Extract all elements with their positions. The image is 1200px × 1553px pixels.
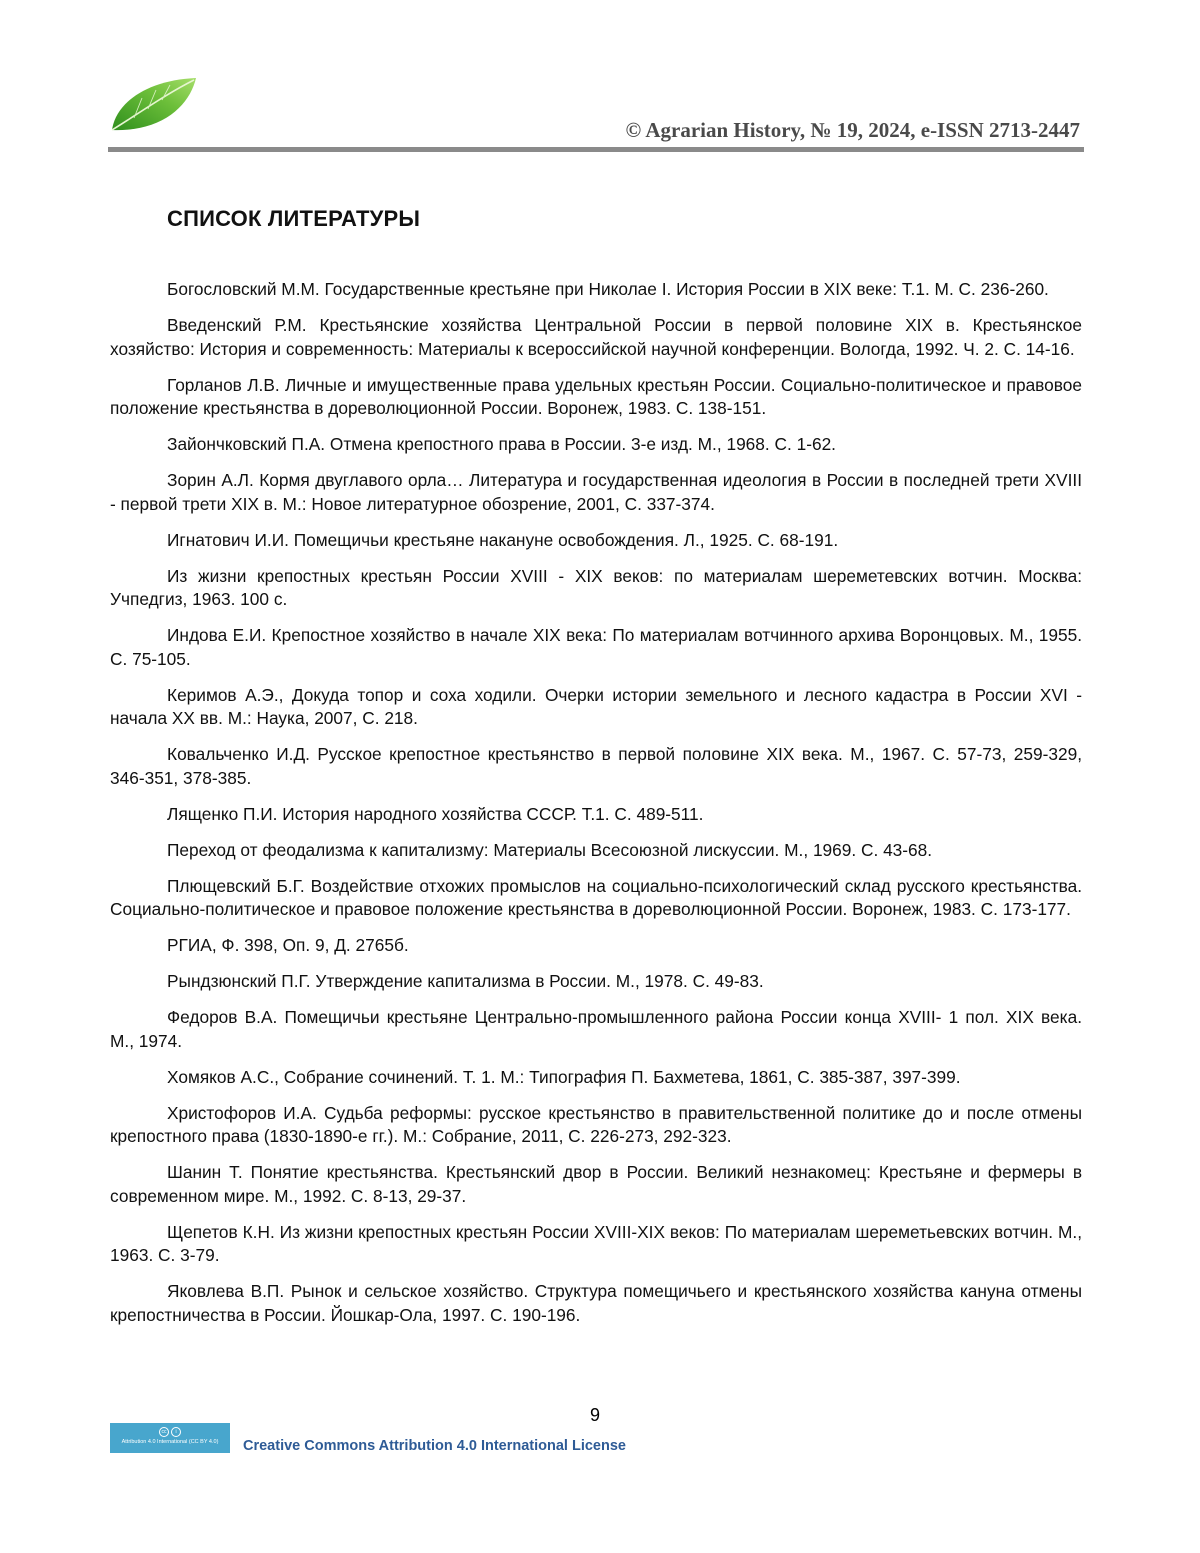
license-link[interactable]: Creative Commons Attribution 4.0 International License (243, 1438, 626, 1454)
reference-item: Введенский Р.М. Крестьянские хозяйства Центральной России в первой половине XIX в. Крестьянское хозяйство: История и современность: Материалы к всероссийской научной конференции. Вологда, 1992. Ч. 2. С. 14-16. (110, 315, 1082, 359)
header-divider (108, 147, 1084, 152)
section-title: СПИСОК ЛИТЕРАТУРЫ (167, 206, 421, 231)
reference-item: Зорин А.Л. Кормя двуглавого орла… Литература и государственная идеология в России в последней трети XVIII - первой трети XIX в. М.: Новое литературное обозрение, 2001, С. 337-374. (110, 470, 1082, 514)
reference-item: Ковальченко И.Д. Русское крепостное крестьянство в первой половине XIX века. М., 1967. С. 57-73, 259-329, 346-351, 378-385. (110, 744, 1082, 788)
reference-item: Щепетов К.Н. Из жизни крепостных крестьян России XVIII-XIX веков: По материалам шереметьевских вотчин. М., 1963. С. 3-79. (110, 1221, 1082, 1265)
cc-license-badge[interactable] (110, 1423, 230, 1453)
reference-item: Яковлева В.П. Рынок и сельское хозяйство. Структура помещичьего и крестьянского хозяйства кануна отмены крепостничества в России. Йошкар-Ола, 1997. С. 190-196. (110, 1281, 1082, 1325)
journal-header: © Agrarian History, № 19, 2024, e-ISSN 2713-2447 (625, 118, 1080, 142)
reference-item: Из жизни крепостных крестьян России XVIII - XIX веков: по материалам шереметевских вотчин. Москва: Учпедгиз, 1963. 100 с. (110, 565, 1082, 609)
reference-item: Федоров В.А. Помещичьи крестьяне Центрально-промышленного района России конца XVIII- 1 пол. XIX века. М., 1974. (110, 1007, 1082, 1051)
reference-item: РГИА, Ф. 398, Оп. 9, Д. 2765б. (167, 935, 409, 955)
reference-item: Рындзюнский П.Г. Утверждение капитализма в России. М., 1978. С. 49-83. (167, 971, 764, 991)
reference-item: Хомяков А.С., Собрание сочинений. Т. 1. М.: Типография П. Бахметева, 1861, С. 385-387, 397-399. (167, 1066, 961, 1087)
reference-item: Игнатович И.И. Помещичьи крестьяне накануне освобождения. Л., 1925. С. 68-191. (167, 529, 839, 550)
attribution-icon: i (171, 1427, 181, 1437)
reference-list (110, 278, 1082, 1340)
reference-item: Плющевский Б.Г. Воздействие отхожих промыслов на социально-психологический склад русского крестьянства. Социально-политическое и правовое положение крестьянства в дореволюционной России. Воронеж, 1983. С. 173-177. (110, 875, 1082, 919)
reference-item: Индова Е.И. Крепостное хозяйство в начале XIX века: По материалам вотчинного архива Воронцовых. М., 1955. С. 75-105. (110, 625, 1082, 669)
reference-item: Шанин Т. Понятие крестьянства. Крестьянский двор в России. Великий незнакомец: Крестьяне и фермеры в современном мире. М., 1992. С. 8-13, 29-37. (110, 1162, 1082, 1206)
reference-item: Богословский М.М. Государственные крестьяне при Николае I. История России в XIX веке: Т.1. М. С. 236-260. (167, 279, 1049, 299)
creative-commons-icon: cc (159, 1427, 169, 1437)
reference-item: Зайончковский П.А. Отмена крепостного права в России. 3-е изд. М., 1968. С. 1-62. (167, 434, 836, 454)
reference-item: Христофоров И.А. Судьба реформы: русское крестьянство в правительственной политике до и после отмены крепостного права (1830-1890-е гг.). М.: Собрание, 2011, С. 226-273, 292-323. (110, 1102, 1082, 1146)
page-number: 9 (589, 1405, 600, 1425)
leaf-icon (108, 74, 200, 138)
reference-item: Переход от феодализма к капитализму: Материалы Всесоюзной лискуссии. М., 1969. С. 43-68. (167, 839, 933, 860)
cc-badge-text: Attribution 4.0 International (CC BY 4.0) (121, 1439, 219, 1445)
reference-item: Лященко П.И. История народного хозяйства СССР. Т.1. С. 489-511. (167, 803, 704, 824)
reference-item: Горланов Л.В. Личные и имущественные права удельных крестьян России. Социально-политическое и правовое положение крестьянства в дореволюционной России. Воронеж, 1983. С. 138-151. (110, 374, 1082, 418)
reference-item: Керимов А.Э., Докуда топор и соха ходили. Очерки истории земельного и лесного кадастра в России XVI - начала XX вв. М.: Наука, 2007, С. 218. (110, 684, 1082, 728)
